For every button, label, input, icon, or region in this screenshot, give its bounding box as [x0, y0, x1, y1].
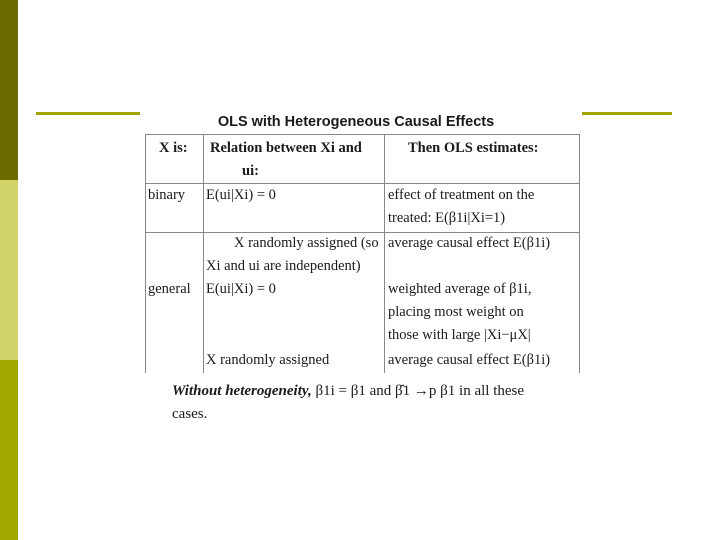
decor-stripe-mid	[0, 360, 18, 540]
table-divider-1	[203, 135, 204, 373]
title-rule-right	[582, 112, 672, 115]
row-general-estimate-3: placing most weight on	[388, 304, 524, 320]
decor-stripe-light	[0, 180, 18, 360]
footnote-line-2: cases.	[172, 406, 208, 422]
row-general-estimate-4: those with large |Xi−μX|	[388, 327, 531, 343]
header-ols-estimates: Then OLS estimates:	[408, 140, 539, 156]
footnote-body: β1i = β1 and β̂1 →p β1 in all these	[315, 383, 525, 399]
header-x-is: X is:	[159, 140, 188, 156]
header-relation-ui: ui:	[242, 163, 259, 179]
row-general-estimate-2: weighted average of β1i,	[388, 281, 532, 297]
footnote	[172, 380, 524, 426]
decor-stripe-dark	[0, 0, 18, 180]
row-general-relation-3: E(ui|Xi) = 0	[206, 281, 276, 297]
row-general-estimate-1: average causal effect E(β1i)	[388, 235, 551, 251]
row-general-label: general	[148, 281, 191, 297]
row-binary-label: binary	[148, 187, 186, 203]
row-binary-estimate-2: treated: E(β1i|Xi=1)	[388, 210, 506, 226]
row-general-relation-1: X randomly assigned (so	[234, 235, 379, 251]
row-general-estimate-5: average causal effect E(β1i)	[388, 352, 551, 368]
row-binary-relation: E(ui|Xi) = 0	[206, 187, 276, 203]
table-divider-2	[384, 135, 385, 373]
title-rule-left	[36, 112, 140, 115]
footnote-lead: Without heterogeneity,	[172, 383, 312, 399]
header-relation: Relation between Xi and	[210, 140, 362, 156]
slide-title: OLS with Heterogeneous Causal Effects	[217, 114, 495, 130]
results-table	[145, 134, 580, 373]
row-general-relation-2: Xi and ui are independent)	[206, 258, 361, 274]
row-binary-estimate-1: effect of treatment on the	[388, 187, 535, 203]
row-general-relation-4: X randomly assigned	[206, 352, 330, 368]
